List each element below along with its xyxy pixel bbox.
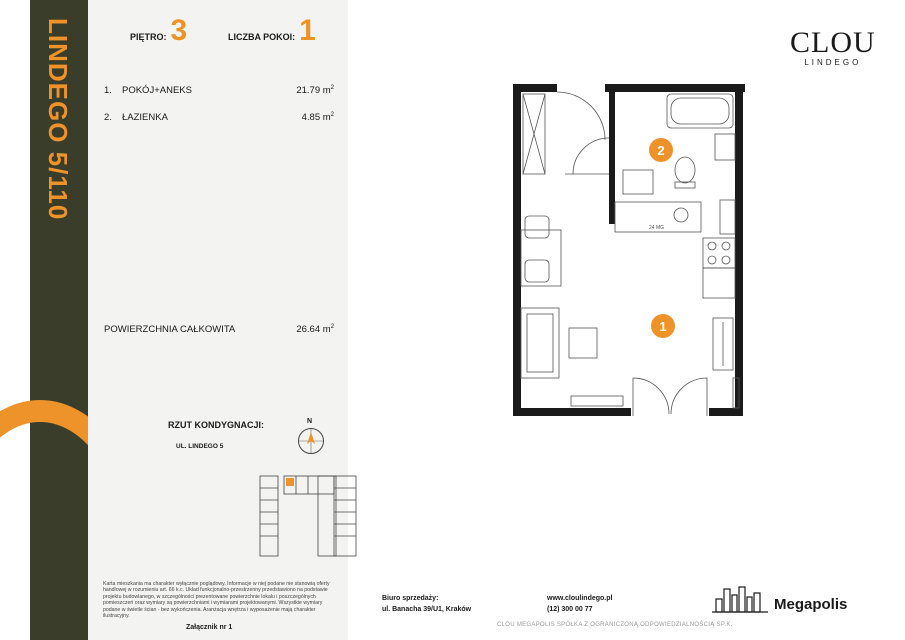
office-label: Biuro sprzedaży: bbox=[382, 595, 439, 602]
room-name: ŁAZIENKA bbox=[122, 112, 168, 123]
room-count-info bbox=[228, 16, 316, 46]
phone-number: (12) 300 00 77 bbox=[547, 606, 593, 613]
room-name: POKÓJ+ANEKS bbox=[122, 85, 192, 96]
room-2-label: 2 bbox=[657, 143, 665, 158]
company-name: CLOU MEGAPOLIS SPÓŁKA Z OGRANICZONĄ ODPOWIEDZIALNOŚCIĄ SP.K. bbox=[497, 622, 733, 628]
total-value: 26.64 $m^2$ bbox=[296, 324, 334, 336]
megapolis-logo bbox=[712, 585, 847, 613]
logo-main: CLOU bbox=[790, 26, 876, 59]
unit-title: LINDEGO 5/110 bbox=[43, 18, 73, 221]
info-panel bbox=[88, 0, 348, 640]
floor-plan-title: RZUT KONDYGNACJI: bbox=[168, 420, 264, 430]
contact-info bbox=[547, 593, 612, 615]
total-label: POWIERZCHNIA CAŁKOWITA bbox=[104, 324, 236, 335]
floor-info bbox=[130, 16, 187, 46]
floor-value: 3 bbox=[170, 14, 188, 47]
orange-arc-decoration bbox=[0, 400, 88, 640]
total-area-row bbox=[104, 324, 334, 335]
room-num: 2. bbox=[104, 112, 112, 123]
clou-logo bbox=[790, 28, 876, 67]
disclaimer-text: Karta mieszkania ma charakter wyłącznie poglądowy. Informacje w niej podane nie stanowią oferty handlowej w rozumieniu art. 66 k.c. Układ funkcjonalno-przestrzenny przedstawiono na podstawie projektu budowlanego, w szczególności prezentowane powierzchnie lokalu i poszczególnych pomieszczeń oraz wymiary są powierzchniami i wymiarami projektowanymi. Wszystkie wymiary podane w świetle ścian - bez wykończenia. Aranżacja wnętrza i wyposażenie mają charakter ilustracyjny. bbox=[103, 581, 330, 620]
sales-office bbox=[382, 593, 471, 615]
room-area: 21.79 $m^2$ bbox=[296, 85, 334, 97]
room-count-value: 1 bbox=[299, 14, 316, 47]
room-1-label: 1 bbox=[659, 319, 667, 334]
floor-label: PIĘTRO: bbox=[130, 32, 167, 42]
left-decor-strip bbox=[0, 0, 88, 640]
compass-icon bbox=[298, 428, 324, 454]
compass-north-label: N bbox=[307, 418, 313, 425]
room-item bbox=[104, 85, 334, 96]
developer-name: Megapolis bbox=[774, 596, 848, 613]
room-item bbox=[104, 112, 334, 123]
room-area: 4.85 $m^2$ bbox=[301, 112, 334, 124]
attachment-label: Załącznik nr 1 bbox=[186, 624, 233, 631]
skyline-icon bbox=[712, 585, 768, 613]
office-address: ul. Banacha 39/U1, Kraków bbox=[382, 606, 472, 613]
room-num: 1. bbox=[104, 85, 112, 96]
street-label: UL. LINDEGO 5 bbox=[176, 443, 224, 450]
appliance-label: 24 MG bbox=[649, 225, 665, 231]
website-link[interactable]: www.cloulindego.pl bbox=[547, 595, 613, 602]
apartment-floor-plan bbox=[505, 78, 745, 418]
room-count-label: LICZBA POKOI: bbox=[228, 32, 296, 42]
logo-sub: LINDEGO bbox=[804, 58, 862, 67]
building-floor-plan-thumbnail bbox=[248, 466, 368, 566]
